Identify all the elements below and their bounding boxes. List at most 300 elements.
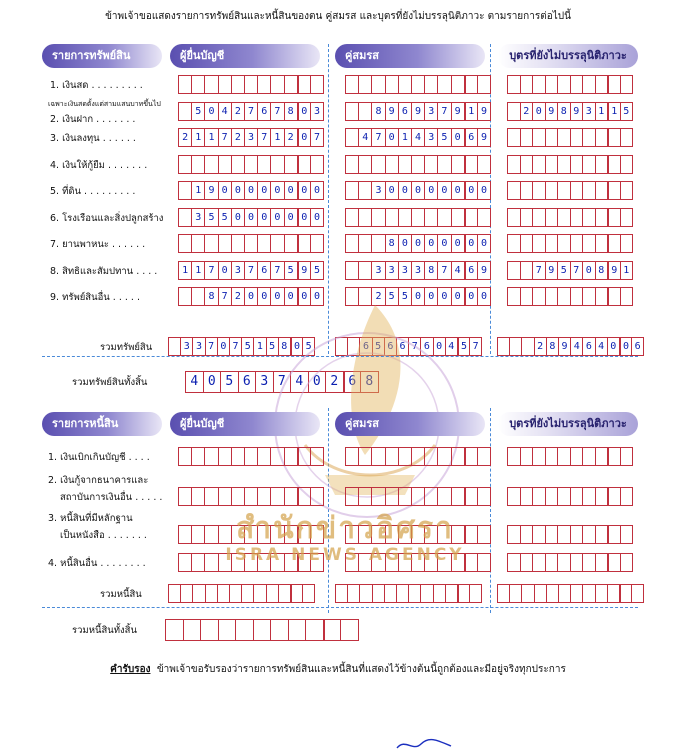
digit-cell [178,287,192,306]
digit-cell [385,208,399,227]
digit-cell [595,128,609,147]
digit-cell: 9 [385,102,399,121]
digit-cell: 9 [545,102,559,121]
digit-cell [545,447,559,466]
digit-cell: 0 [284,181,298,200]
digit-cell [310,234,324,253]
digit-cell: 7 [270,261,284,280]
digit-cell [244,487,258,506]
digit-cell [411,75,425,94]
digit-cell [570,181,584,200]
digit-cell: 0 [385,128,399,147]
declarant-amount-field[interactable] [178,102,324,121]
digit-cell [582,447,596,466]
digit-cell: 0 [217,337,230,356]
digit-cell: 0 [257,208,271,227]
digit-cell [607,234,621,253]
digit-cell [310,487,324,506]
digit-cell [218,234,232,253]
header-children: บุตรที่ยังไม่บรรลุนิติภาวะ [498,44,638,68]
digit-cell: 0 [464,287,478,306]
digit-cell: 4 [451,261,465,280]
digit-cell [411,208,425,227]
digit-cell [451,487,465,506]
digit-cell: 0 [424,234,438,253]
declarant-liability-total-field[interactable] [168,584,315,603]
digit-cell: 0 [297,287,311,306]
asset-note: เฉพาะเงินสดตั้งแต่สามแสนบาทขึ้นไป [48,99,161,108]
header-spouse-2: คู่สมรส [335,412,485,436]
children-amount-field[interactable] [507,181,633,200]
digit-cell [620,128,634,147]
digit-cell: 7 [218,128,232,147]
digit-cell [191,234,205,253]
digit-cell: 7 [270,102,284,121]
digit-cell: 3 [371,181,385,200]
digit-cell: 0 [257,181,271,200]
digit-cell: 7 [244,261,258,280]
digit-cell [582,287,596,306]
digit-cell: 9 [477,261,491,280]
digit-cell [520,261,534,280]
digit-cell: 9 [558,337,571,356]
children-liability-field[interactable] [507,525,633,544]
digit-cell [570,234,584,253]
digit-cell [178,234,192,253]
header-children-2: บุตรที่ยังไม่บรรลุนิติภาวะ [498,412,638,436]
digit-cell [557,525,571,544]
digit-cell [507,208,521,227]
digit-cell: 1 [620,261,634,280]
digit-cell: 4 [218,102,232,121]
digit-cell: 0 [297,208,311,227]
digit-cell [620,525,634,544]
asset-label: 6. โรงเรือนและสิ่งปลูกสร้าง [50,212,164,224]
digit-cell [178,553,192,572]
certification-title: คำรับรอง [110,664,151,675]
declarant-liability-field[interactable] [178,487,324,506]
divider-line [42,607,638,608]
digit-cell [464,487,478,506]
digit-cell: 7 [570,261,584,280]
declarant-amount-field[interactable] [178,181,324,200]
digit-cell [437,487,451,506]
digit-cell [607,525,621,544]
digit-cell: 3 [191,208,205,227]
digit-cell [582,487,596,506]
digit-cell [358,447,372,466]
liability-label-cont: สถาบันการเงินอื่น . . . . . [60,492,163,503]
spouse-amount-field[interactable] [345,102,491,121]
header-declarant-2: ผู้ยื่นบัญชี [170,412,320,436]
spouse-liability-field[interactable] [345,447,491,466]
digit-cell [284,75,298,94]
spouse-amount-field[interactable] [345,261,491,280]
digit-cell: 4 [358,128,372,147]
digit-cell [570,553,584,572]
digit-cell: 5 [372,337,385,356]
digit-cell [595,553,609,572]
digit-cell: 4 [570,337,583,356]
asset-label: 7. ยานพาหนะ . . . . . . [50,239,146,250]
digit-cell: 0 [433,337,446,356]
children-liability-field[interactable] [507,487,633,506]
digit-cell [557,75,571,94]
digit-cell [385,487,399,506]
children-amount-field[interactable] [507,75,633,94]
declarant-amount-field[interactable] [178,155,324,174]
digit-cell: 1 [595,102,609,121]
children-liability-total-field[interactable] [497,584,644,603]
declarant-amount-field[interactable] [178,208,324,227]
digit-cell: 5 [437,128,451,147]
asset-label: 3. เงินลงทุน . . . . . . [50,133,136,144]
digit-cell [532,553,546,572]
digit-cell [178,447,192,466]
spouse-amount-field[interactable] [345,181,491,200]
digit-cell [270,75,284,94]
digit-cell [631,584,644,603]
digit-cell [302,584,315,603]
digit-cell [477,208,491,227]
digit-cell [477,525,491,544]
certification-text: ข้าพเจ้าขอรับรองว่ารายการทรัพย์สินและหนี้สินที่แสดงไว้ข้างต้นนี้ถูกต้องและมีอยู่จริงทุกประการ [156,664,566,675]
digit-cell [270,619,289,641]
digit-cell [310,75,324,94]
digit-cell: 2 [231,287,245,306]
digit-cell: 2 [178,128,192,147]
digit-cell: 0 [257,287,271,306]
digit-cell [607,155,621,174]
digit-cell [464,155,478,174]
digit-cell [178,181,192,200]
digit-cell [451,208,465,227]
digit-cell: 2 [231,102,245,121]
digit-cell: 9 [607,261,621,280]
digit-cell [270,155,284,174]
digit-cell [464,208,478,227]
digit-cell [231,234,245,253]
digit-cell: 2 [534,337,547,356]
digit-cell: 7 [408,337,421,356]
digit-cell: 0 [451,234,465,253]
digit-cell: 3 [180,337,193,356]
liability-label: 4. หนี้สินอื่น . . . . . . . . [48,558,146,569]
digit-cell: 5 [457,337,470,356]
digit-cell [545,234,559,253]
digit-cell [244,234,258,253]
digit-cell [520,234,534,253]
spouse-amount-field[interactable] [345,75,491,94]
digit-cell: 9 [545,261,559,280]
digit-cell: 2 [325,371,344,393]
digit-cell [545,181,559,200]
children-liability-field[interactable] [507,447,633,466]
digit-cell: 6 [420,337,433,356]
digit-cell [244,155,258,174]
digit-cell: 5 [310,261,324,280]
digit-cell: 2 [520,102,534,121]
digit-cell: 8 [557,102,571,121]
digit-cell [607,75,621,94]
digit-cell: 1 [253,337,266,356]
declarant-liability-field[interactable] [178,447,324,466]
digit-cell [620,208,634,227]
digit-cell: 5 [204,208,218,227]
digit-cell [424,75,438,94]
digit-cell: 0 [203,371,222,393]
spouse-amount-field[interactable] [345,234,491,253]
digit-cell [231,155,245,174]
digit-cell: 7 [204,261,218,280]
spouse-amount-field[interactable] [345,155,491,174]
digit-cell [582,525,596,544]
digit-cell: 9 [297,261,311,280]
children-amount-field[interactable] [507,234,633,253]
grand-liability-total-field[interactable] [165,619,359,641]
children-amount-field[interactable] [507,287,633,306]
digit-cell [371,487,385,506]
watermark-text: สำนักข่าวอิศรา [235,511,455,546]
digit-cell: 9 [570,102,584,121]
digit-cell [507,287,521,306]
children-amount-field[interactable] [507,261,633,280]
digit-cell: 5 [385,287,399,306]
digit-cell: 3 [255,371,274,393]
asset-label: 2. เงินฝาก . . . . . . . [50,113,136,125]
digit-cell: 6 [238,371,257,393]
digit-cell [204,75,218,94]
digit-cell: 7 [218,287,232,306]
digit-cell [532,487,546,506]
digit-cell [178,208,192,227]
digit-cell: 0 [437,287,451,306]
digit-cell [607,181,621,200]
children-total-field[interactable] [497,337,644,356]
certification [0,662,676,677]
digit-cell [191,75,205,94]
digit-cell [178,102,192,121]
digit-cell: 1 [204,128,218,147]
digit-cell: 4 [595,337,608,356]
digit-cell [620,181,634,200]
digit-cell: 9 [477,102,491,121]
digit-cell [424,155,438,174]
digit-cell [595,208,609,227]
digit-cell: 0 [607,337,620,356]
digit-cell: 2 [284,128,298,147]
digit-cell [545,553,559,572]
digit-cell: 8 [278,337,291,356]
digit-cell: 0 [244,181,258,200]
digit-cell [178,155,192,174]
digit-cell: 0 [411,287,425,306]
digit-cell [477,447,491,466]
digit-cell: 3 [310,102,324,121]
digit-cell [253,619,272,641]
digit-cell [557,181,571,200]
digit-cell [297,447,311,466]
digit-cell [297,155,311,174]
digit-cell: 4 [185,371,204,393]
digit-cell [545,155,559,174]
digit-cell [557,155,571,174]
digit-cell [595,155,609,174]
digit-cell: 4 [290,371,309,393]
digit-cell [191,487,205,506]
watermark-text-en: ISRA NEWS AGENCY [225,545,465,565]
liability-label: 2. เงินกู้จากธนาคารและ [48,475,149,486]
digit-cell: 7 [437,261,451,280]
digit-cell [582,181,596,200]
digit-cell [532,155,546,174]
digit-cell: 5 [220,371,239,393]
digit-cell [520,553,534,572]
digit-cell: 8 [284,102,298,121]
divider-line [42,356,638,357]
digit-cell [165,619,184,641]
digit-cell [358,155,372,174]
spouse-liability-field[interactable] [345,487,491,506]
digit-cell [545,208,559,227]
digit-cell [595,75,609,94]
digit-cell [507,447,521,466]
digit-cell [532,525,546,544]
digit-cell: 4 [445,337,458,356]
digit-cell [358,208,372,227]
digit-cell [595,181,609,200]
digit-cell: 1 [191,128,205,147]
digit-cell [257,155,271,174]
spouse-liability-total-field[interactable] [335,584,482,603]
digit-cell: 7 [371,128,385,147]
digit-cell [345,102,359,121]
digit-cell: 5 [620,102,634,121]
digit-cell: 0 [270,181,284,200]
digit-cell: 0 [218,261,232,280]
digit-cell [570,75,584,94]
spouse-amount-field[interactable] [345,128,491,147]
digit-cell: 0 [411,234,425,253]
asset-label: 1. เงินสด . . . . . . . . . [50,80,143,91]
digit-cell: 6 [257,261,271,280]
signature [395,738,455,755]
digit-cell: 0 [310,287,324,306]
digit-cell [345,155,359,174]
digit-cell [191,447,205,466]
declarant-amount-field[interactable] [178,261,324,280]
children-amount-field[interactable] [507,208,633,227]
digit-cell [178,525,192,544]
declarant-amount-field[interactable] [178,234,324,253]
digit-cell [358,102,372,121]
digit-cell [371,447,385,466]
digit-cell: 1 [178,261,192,280]
digit-cell [557,447,571,466]
spouse-amount-field[interactable] [345,208,491,227]
children-liability-field[interactable] [507,553,633,572]
digit-cell [507,181,521,200]
digit-cell [507,102,521,121]
digit-cell: 6 [464,128,478,147]
digit-cell [231,75,245,94]
digit-cell [557,487,571,506]
digit-cell [398,208,412,227]
digit-cell: 3 [411,261,425,280]
digit-cell [532,128,546,147]
digit-cell: 7 [469,337,482,356]
digit-cell [371,234,385,253]
digit-cell: 0 [424,287,438,306]
digit-cell [620,75,634,94]
digit-cell: 0 [411,181,425,200]
liability-total-label: รวมหนี้สิน [100,589,142,600]
digit-cell [345,75,359,94]
digit-cell: 0 [297,181,311,200]
digit-cell: 6 [398,102,412,121]
digit-cell [218,75,232,94]
digit-cell [507,128,521,147]
digit-cell [204,447,218,466]
digit-cell [411,155,425,174]
digit-cell [582,234,596,253]
digit-cell [340,619,359,641]
digit-cell: 0 [297,128,311,147]
digit-cell [595,447,609,466]
divider-line [490,408,491,613]
digit-cell [204,155,218,174]
digit-cell: 6 [396,337,409,356]
digit-cell [385,447,399,466]
digit-cell: 8 [204,287,218,306]
digit-cell: 0 [437,181,451,200]
digit-cell [532,75,546,94]
digit-cell: 7 [273,371,292,393]
children-amount-field[interactable] [507,128,633,147]
digit-cell: 8 [360,371,379,393]
digit-cell [545,525,559,544]
digit-cell: 6 [359,337,372,356]
digit-cell: 3 [398,261,412,280]
declarant-amount-field[interactable] [178,75,324,94]
digit-cell [595,525,609,544]
digit-cell [595,287,609,306]
digit-cell [358,181,372,200]
children-amount-field[interactable] [507,155,633,174]
digit-cell [582,128,596,147]
digit-cell [507,553,521,572]
children-amount-field[interactable] [507,102,633,121]
digit-cell [310,155,324,174]
digit-cell [451,447,465,466]
digit-cell: 8 [371,102,385,121]
digit-cell: 0 [244,287,258,306]
digit-cell [424,487,438,506]
digit-cell [218,487,232,506]
digit-cell: 6 [384,337,397,356]
digit-cell: 0 [477,234,491,253]
digit-cell [371,75,385,94]
digit-cell: 0 [204,102,218,121]
digit-cell [284,447,298,466]
digit-cell [582,208,596,227]
digit-cell: 4 [411,128,425,147]
digit-cell [464,75,478,94]
digit-cell [507,261,521,280]
declarant-amount-field[interactable] [178,128,324,147]
digit-cell: 0 [310,181,324,200]
digit-cell: 1 [191,261,205,280]
